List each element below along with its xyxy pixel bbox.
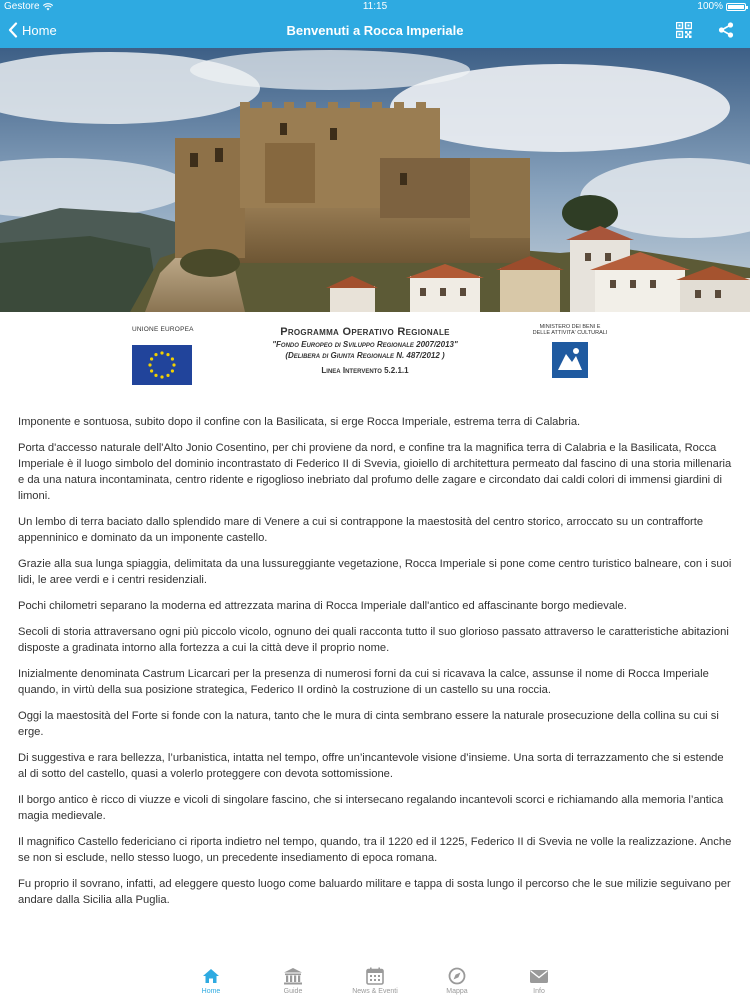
article-paragraph: Imponente e sontuosa, subito dopo il confine con la Basilicata, si erge Rocca Imperiale, estrema terra di Calabria. — [18, 416, 581, 428]
article-paragraph: Secoli di storia attraversano ogni più piccolo vicolo, ognuno dei quali racconta tutto il suo glorioso passato attraverso le caratteristiche abitazioni disposte a gradinata intorno alla fortezza a cui la città deve il proprio nome. — [18, 626, 729, 654]
program-block — [215, 326, 515, 375]
article-paragraph: Inizialmente denominata Castrum Licarcari per la presenza di numerosi forni da cui si ricavava la calce, assunse il nome di Rocca Imperiale quando, in virtù della sua posizione strategica, Federico II ordinò la costruzione di un castello su una roccia. — [18, 668, 709, 696]
ministry-logo — [552, 342, 588, 378]
tab-mappa[interactable] — [416, 960, 498, 1000]
tab-guide[interactable] — [252, 960, 334, 1000]
tab-home[interactable] — [170, 960, 252, 1000]
article-paragraph: Un lembo di terra baciato dallo splendido mare di Venere a cui si contrappone la maestosità del centro storico, arroccato su un contrafforte appenninico e dominato da un imponente castello. — [18, 516, 704, 544]
tab-label: Home — [201, 988, 221, 995]
qr-code-icon — [676, 22, 692, 38]
status-time: 11:15 — [362, 1, 388, 12]
eu-flag — [132, 345, 192, 385]
tab-bar — [0, 960, 750, 1000]
qr-code-button[interactable] — [676, 22, 694, 40]
calendar-icon — [364, 966, 386, 986]
navigation-bar — [0, 14, 750, 48]
carrier-name: Gestore — [4, 1, 40, 12]
eu-block — [132, 326, 202, 385]
status-bar — [0, 0, 750, 14]
tab-label: Guide — [283, 988, 303, 995]
article-paragraph: Porta d'accesso naturale dell'Alto Jonio Cosentino, per chi proviene da nord, e confine tra la magnifica terra di Calabria e la Basilicata, Rocca Imperiale è il luogo simbolo del dominio incontrastato di Federico II di Svevia, gioiello di architettura permeato dal fascino di una storia millenaria e da una natura incontaminata, centro ridente e rigoglioso inebriato dal profumo delle zagare e circondato dai caldi colori di immensi giardini di limoni. — [18, 442, 732, 502]
program-title: Programma Operativo Regionale — [280, 326, 450, 338]
castle-hero-image — [0, 48, 750, 312]
ministry-label-2: DELLE ATTIVITA' CULTURALI — [532, 330, 608, 336]
back-button-label: Home — [22, 22, 57, 38]
museum-icon — [282, 966, 304, 986]
share-button[interactable] — [718, 22, 736, 40]
tab-news-eventi[interactable] — [334, 960, 416, 1000]
tab-info[interactable] — [498, 960, 580, 1000]
program-linea: Linea Intervento 5.2.1.1 — [321, 366, 409, 375]
nav-actions — [676, 22, 736, 40]
compass-icon — [446, 966, 468, 986]
page-title: Benvenuti a Rocca Imperiale — [286, 23, 464, 38]
funding-banner — [0, 312, 750, 400]
article-body — [18, 414, 732, 918]
program-fund: "Fondo Europeo di Sviluppo Regionale 2007/2013" — [272, 340, 458, 349]
share-icon — [718, 22, 734, 38]
battery-icon — [726, 3, 746, 11]
article-paragraph: Il borgo antico è ricco di viuzze e vicoli di singolare fascino, che si intersecano regalando incantevoli scorci e richiamando alla memoria l’antica magia medievale. — [18, 794, 724, 822]
program-delibera: (Delibera di Giunta Regionale N. 487/2012 ) — [285, 351, 445, 360]
ministry-label-1: MINISTERO DEI BENI E — [539, 324, 601, 330]
article-paragraph: Fu proprio il sovrano, infatti, ad eleggere questo luogo come baluardo militare e tappa di sosta lungo il percorso che le sue milizie seguivano per andare dalla Sicilia alla Puglia. — [18, 878, 731, 906]
mail-icon — [528, 966, 550, 986]
tab-label: Mappa — [446, 988, 468, 995]
battery-level — [728, 5, 744, 9]
home-icon — [200, 966, 222, 986]
castle-illustration — [0, 48, 750, 312]
battery-percent: 100% — [697, 1, 723, 12]
article-paragraph: Grazie alla sua lunga spiaggia, delimitata da una lussureggiante vegetazione, Rocca Imperiale si pone come centro turistico balneare, con i suoi lidi, le aree verdi e i centri residenziali. — [18, 558, 732, 586]
tab-label: Info — [533, 988, 545, 995]
article-paragraph: Pochi chilometri separano la moderna ed attrezzata marina di Rocca Imperiale dall'antico ed affascinante borgo medievale. — [18, 600, 627, 612]
tab-label: News & Eventi — [352, 988, 398, 995]
article-paragraph: Di suggestiva e rara bellezza, l’urbanistica, intatta nel tempo, offre un’incantevole visione d’insieme. Una sorta di terrazzamento che si estende al di sotto del castello, quasi a volerlo proteggere con devota sottomissione. — [18, 752, 724, 780]
ministry-block — [525, 324, 615, 378]
article-paragraph: Il magnifico Castello federiciano ci riporta indietro nel tempo, quando, tra il 1220 ed il 1225, Federico II di Svevia ne volle la realizzazione. Anche se non si esclude, nello stesso luogo, un precedente insediamento di epoca romana. — [18, 836, 732, 864]
article-paragraph: Oggi la maestosità del Forte si fonde con la natura, tanto che le mura di cinta sembrano essere la naturale prosecuzione della collina su cui si erge. — [18, 710, 719, 738]
eu-stars-icon — [132, 345, 192, 385]
eu-label: UNIONE EUROPEA — [132, 326, 194, 333]
battery-group — [697, 1, 746, 12]
ministry-logo-icon — [552, 342, 588, 378]
